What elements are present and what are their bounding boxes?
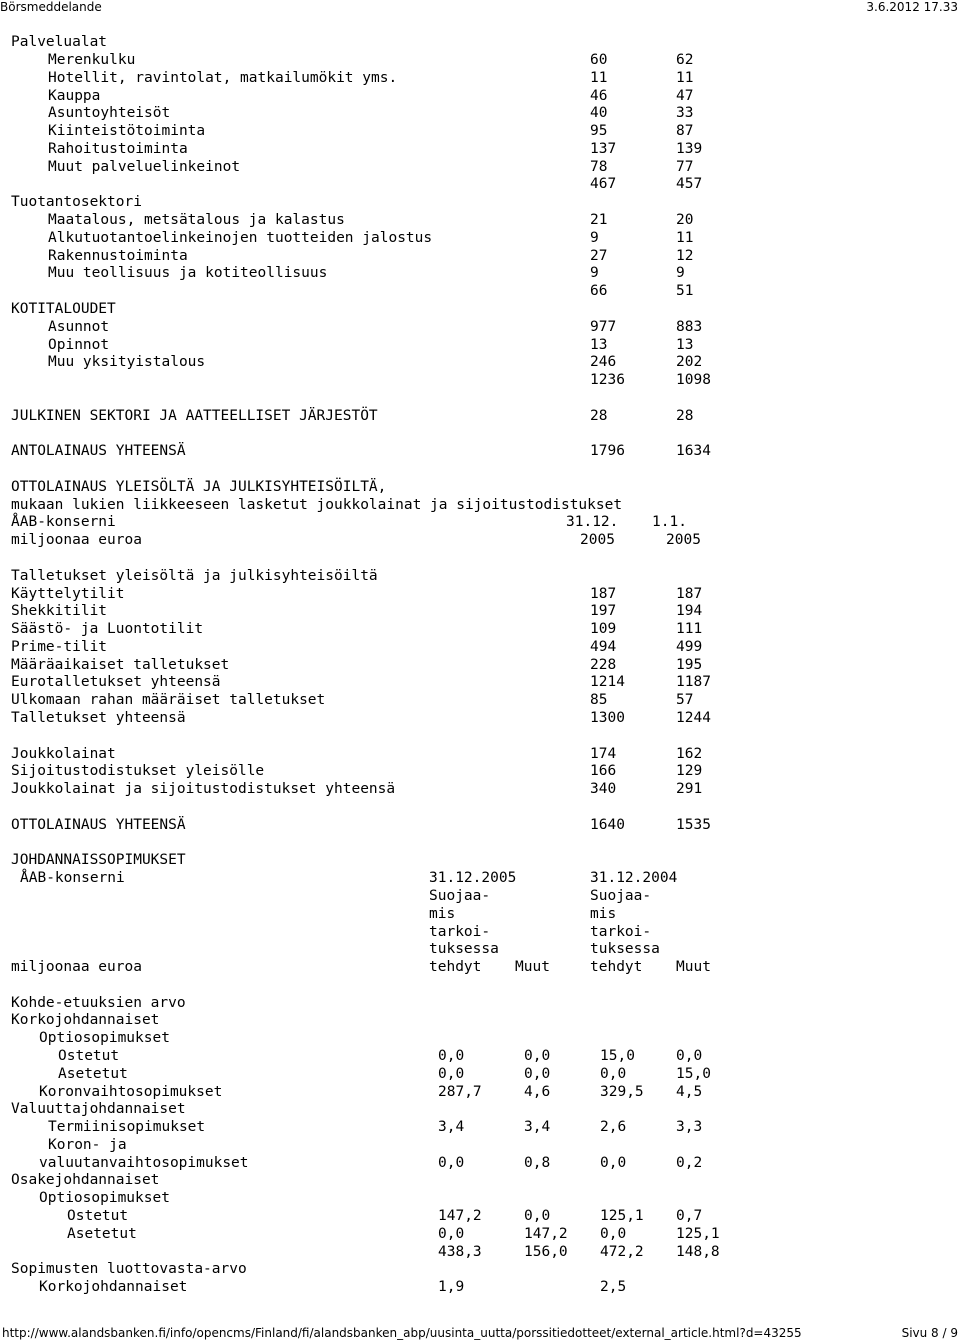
line-label: Muut palveluelinkeinot [48,159,241,175]
line-value: 1796 [590,443,625,459]
line-value: 0,0 [600,1066,627,1082]
line-value: 166 [590,763,617,779]
line-label: Opinnot [48,337,110,353]
line-value: tehdyt [590,959,643,975]
source-url: http://www.alandsbanken.fi/info/opencms/Finland/fi/alandsbanken_abp/uusinta_uutta/porssitiedotteet/external_article.html?d=43255 [2,1326,802,1340]
text-line [0,318,960,336]
line-label: Palvelualat [11,34,108,50]
text-line [0,264,960,282]
text-line [0,175,960,193]
line-label: Prime-tilit [11,639,108,655]
line-value: 287,7 [438,1084,482,1100]
line-value: 499 [676,639,703,655]
text-line [0,1118,960,1136]
line-label: tuksessa [429,941,499,957]
line-label: Osakejohdannaiset [11,1172,160,1188]
line-label: Alkutuotantoelinkeinojen tuotteiden jalostus [48,230,433,246]
line-label: Rahoitustoiminta [48,141,188,157]
text-line [0,673,960,691]
text-line [0,638,960,656]
line-value: 187 [590,586,617,602]
line-value: 40 [590,105,608,121]
line-label: OTTOLAINAUS YLEISÖLTÄ JA JULKISYHTEISÖILTÄ, [11,479,387,495]
text-line [0,1243,960,1261]
line-label: Talletukset yleisöltä ja julkisyhteisöiltä [11,568,378,584]
text-line [0,762,960,780]
text-line [0,1047,960,1065]
line-label: Rakennustoiminta [48,248,188,264]
line-value: 0,0 [524,1066,551,1082]
line-value: 174 [590,746,617,762]
text-line [0,371,960,389]
text-line [0,1065,960,1083]
text-line [0,745,960,763]
line-value: 77 [676,159,694,175]
line-value: 129 [676,763,703,779]
text-line [0,531,960,549]
line-label: Ostetut [67,1208,129,1224]
line-value: Muut [515,959,550,975]
line-label: 438,3 [438,1244,482,1260]
line-value: 31.12.2005 [429,870,517,886]
line-value: mis [590,906,617,922]
line-value: 0,0 [676,1048,703,1064]
line-value: 46 [590,88,608,104]
text-line [0,585,960,603]
text-line [0,567,960,585]
text-line [0,104,960,122]
line-value: 3,4 [524,1119,551,1135]
text-line [0,496,960,514]
line-label: Käyttelytilit [11,586,125,602]
line-label: ANTOLAINAUS YHTEENSÄ [11,443,186,459]
line-value: 162 [676,746,703,762]
line-value: 0,0 [524,1208,551,1224]
line-label: Ulkomaan rahan määräiset talletukset [11,692,326,708]
line-value: tehdyt [429,959,482,975]
line-value: 28 [590,408,608,424]
line-label: Joukkolainat [11,746,116,762]
line-label: KOTITALOUDET [11,301,116,317]
document-type-label: Börsmeddelande [0,0,102,14]
text-line [0,69,960,87]
line-value: 28 [676,408,694,424]
line-value: 0,0 [438,1066,465,1082]
line-value: 202 [676,354,703,370]
line-value: 0,7 [676,1208,703,1224]
line-value: 111 [676,621,703,637]
line-label: Asunnot [48,319,110,335]
text-line [0,229,960,247]
line-value: 1244 [676,710,711,726]
text-line [0,193,960,211]
line-label: mukaan lukien liikkeeseen lasketut joukkolainat ja sijoitustodistukset [11,497,623,513]
line-label: Talletukset yhteensä [11,710,186,726]
line-value: 148,8 [676,1244,720,1260]
line-label: Korkojohdannaiset [39,1279,188,1295]
line-value: 147,2 [524,1226,568,1242]
print-timestamp: 3.6.2012 17.33 [866,0,958,14]
line-value: 95 [590,123,608,139]
line-value: 15,0 [676,1066,711,1082]
line-label: JULKINEN SEKTORI JA AATTEELLISET JÄRJESTÖT [11,408,378,424]
line-value: 3,3 [676,1119,703,1135]
line-label: Asetetut [67,1226,137,1242]
line-value: 2005 [580,532,615,548]
line-value: 4,5 [676,1084,703,1100]
line-value: 156,0 [524,1244,568,1260]
line-label: 1236 [590,372,625,388]
text-line [0,33,960,51]
line-label: Kohde-etuuksien arvo [11,995,186,1011]
line-label: Maatalous, metsätalous ja kalastus [48,212,345,228]
text-line [0,709,960,727]
line-value: 4,6 [524,1084,551,1100]
text-line [0,958,960,976]
line-value: 11 [676,70,694,86]
line-value: 11 [676,230,694,246]
line-label: Termiinisopimukset [48,1119,206,1135]
line-value: 246 [590,354,617,370]
line-label: Asuntoyhteisöt [48,105,171,121]
line-value: 0,8 [524,1155,551,1171]
line-label: miljoonaa euroa [11,532,142,548]
line-value: 9 [676,265,685,281]
line-value: 20 [676,212,694,228]
line-value: 195 [676,657,703,673]
line-value: 31.12.2004 [590,870,678,886]
line-label: Määräaikaiset talletukset [11,657,230,673]
line-value: 194 [676,603,703,619]
line-value: 9 [590,230,599,246]
line-label: valuutanvaihtosopimukset [39,1155,249,1171]
line-label: Koronvaihtosopimukset [39,1084,223,1100]
text-line [0,1260,960,1278]
line-value: 228 [590,657,617,673]
text-line [0,1278,960,1296]
line-value: 1634 [676,443,711,459]
line-label: mis [429,906,456,922]
text-line [0,300,960,318]
line-value: 13 [590,337,608,353]
line-value: 977 [590,319,617,335]
line-label: Optiosopimukset [39,1190,170,1206]
line-value: 0,2 [676,1155,703,1171]
text-line [0,851,960,869]
text-line [0,1100,960,1118]
text-line [0,905,960,923]
line-value: 1640 [590,817,625,833]
text-line [0,407,960,425]
line-value: tuksessa [590,941,660,957]
line-label: OTTOLAINAUS YHTEENSÄ [11,817,186,833]
text-line [0,816,960,834]
text-line [0,1189,960,1207]
text-line [0,1029,960,1047]
line-label: miljoonaa euroa [11,959,142,975]
line-value: 13 [676,337,694,353]
line-value: tarkoi- [590,924,652,940]
line-value: 125,1 [600,1208,644,1224]
line-value: 51 [676,283,694,299]
line-value: 329,5 [600,1084,644,1100]
line-label: Sopimusten luottovasta-arvo [11,1261,247,1277]
line-value: 147,2 [438,1208,482,1224]
text-line [0,994,960,1012]
line-value: 47 [676,88,694,104]
line-value: 0,0 [438,1048,465,1064]
text-line [0,1083,960,1101]
text-line [0,140,960,158]
line-label: Shekkitilit [11,603,108,619]
line-value: 87 [676,123,694,139]
line-label: 467 [590,176,617,192]
line-label: Muu teollisuus ja kotiteollisuus [48,265,328,281]
print-footer [0,1325,960,1341]
line-value: 27 [590,248,608,264]
text-line [0,1171,960,1189]
line-value: 494 [590,639,617,655]
line-value: 85 [590,692,608,708]
line-value: 457 [676,176,703,192]
line-value: 2,6 [600,1119,627,1135]
line-label: Asetetut [58,1066,128,1082]
text-line [0,940,960,958]
line-value: 0,0 [600,1155,627,1171]
text-line [0,353,960,371]
line-value: 0,0 [438,1226,465,1242]
line-label: Tuotantosektori [11,194,142,210]
line-value: 291 [676,781,703,797]
text-line [0,211,960,229]
text-line [0,122,960,140]
line-label: Kiinteistötoiminta [48,123,206,139]
line-value: 883 [676,319,703,335]
line-value: 1187 [676,674,711,690]
line-label: Koron- ja [48,1137,127,1153]
line-label: 66 [590,283,608,299]
line-value: 1.1. [652,514,687,530]
line-label: Sijoitustodistukset yleisölle [11,763,265,779]
line-value: Suojaa- [590,888,652,904]
text-line [0,691,960,709]
text-line [0,282,960,300]
text-line [0,247,960,265]
line-value: 1535 [676,817,711,833]
line-value: 0,0 [600,1226,627,1242]
line-value: 197 [590,603,617,619]
line-value: 1300 [590,710,625,726]
line-value: 109 [590,621,617,637]
line-label: Eurotalletukset yhteensä [11,674,221,690]
line-value: 60 [590,52,608,68]
line-value: 62 [676,52,694,68]
line-label: JOHDANNAISSOPIMUKSET [11,852,186,868]
line-value: 78 [590,159,608,175]
text-line [0,887,960,905]
line-label: Kauppa [48,88,101,104]
line-label: Muu yksityistalous [48,354,206,370]
text-line [0,1154,960,1172]
text-line [0,1225,960,1243]
line-value: 472,2 [600,1244,644,1260]
line-label: Valuuttajohdannaiset [11,1101,186,1117]
text-line [0,620,960,638]
line-label: Merenkulku [48,52,136,68]
line-value: 1098 [676,372,711,388]
line-value: 187 [676,586,703,602]
line-value: 57 [676,692,694,708]
text-line [0,158,960,176]
line-value: 21 [590,212,608,228]
line-label: Joukkolainat ja sijoitustodistukset yhteensä [11,781,396,797]
line-label: Hotellit, ravintolat, matkailumökit yms. [48,70,398,86]
text-line [0,513,960,531]
text-line [0,656,960,674]
line-value: 139 [676,141,703,157]
text-line [0,478,960,496]
text-line [0,1207,960,1225]
line-value: 125,1 [676,1226,720,1242]
line-value: 15,0 [600,1048,635,1064]
line-value: 9 [590,265,599,281]
text-line [0,1011,960,1029]
line-label: ÅAB-konserni [11,514,116,530]
text-line [0,87,960,105]
text-line [0,869,960,887]
line-value: 340 [590,781,617,797]
line-value: 31.12. [566,514,619,530]
line-value: 3,4 [438,1119,465,1135]
line-label: Ostetut [58,1048,120,1064]
line-value: 12 [676,248,694,264]
line-label: ÅAB-konserni [20,870,125,886]
line-value: 1,9 [438,1279,465,1295]
text-line [0,780,960,798]
line-value: 2,5 [600,1279,627,1295]
line-value: 0,0 [438,1155,465,1171]
text-line [0,1136,960,1154]
line-value: 1214 [590,674,625,690]
page-number: Sivu 8 / 9 [901,1326,958,1340]
line-value: 137 [590,141,617,157]
line-value: 11 [590,70,608,86]
text-line [0,336,960,354]
text-line [0,51,960,69]
text-line [0,923,960,941]
line-label: Säästö- ja Luontotilit [11,621,204,637]
line-label: Korkojohdannaiset [11,1012,160,1028]
line-value: 0,0 [524,1048,551,1064]
line-value: Muut [676,959,711,975]
line-label: tarkoi- [429,924,491,940]
line-value: 2005 [666,532,701,548]
line-label: Suojaa- [429,888,491,904]
text-line [0,442,960,460]
text-line [0,602,960,620]
line-label: Optiosopimukset [39,1030,170,1046]
line-value: 33 [676,105,694,121]
